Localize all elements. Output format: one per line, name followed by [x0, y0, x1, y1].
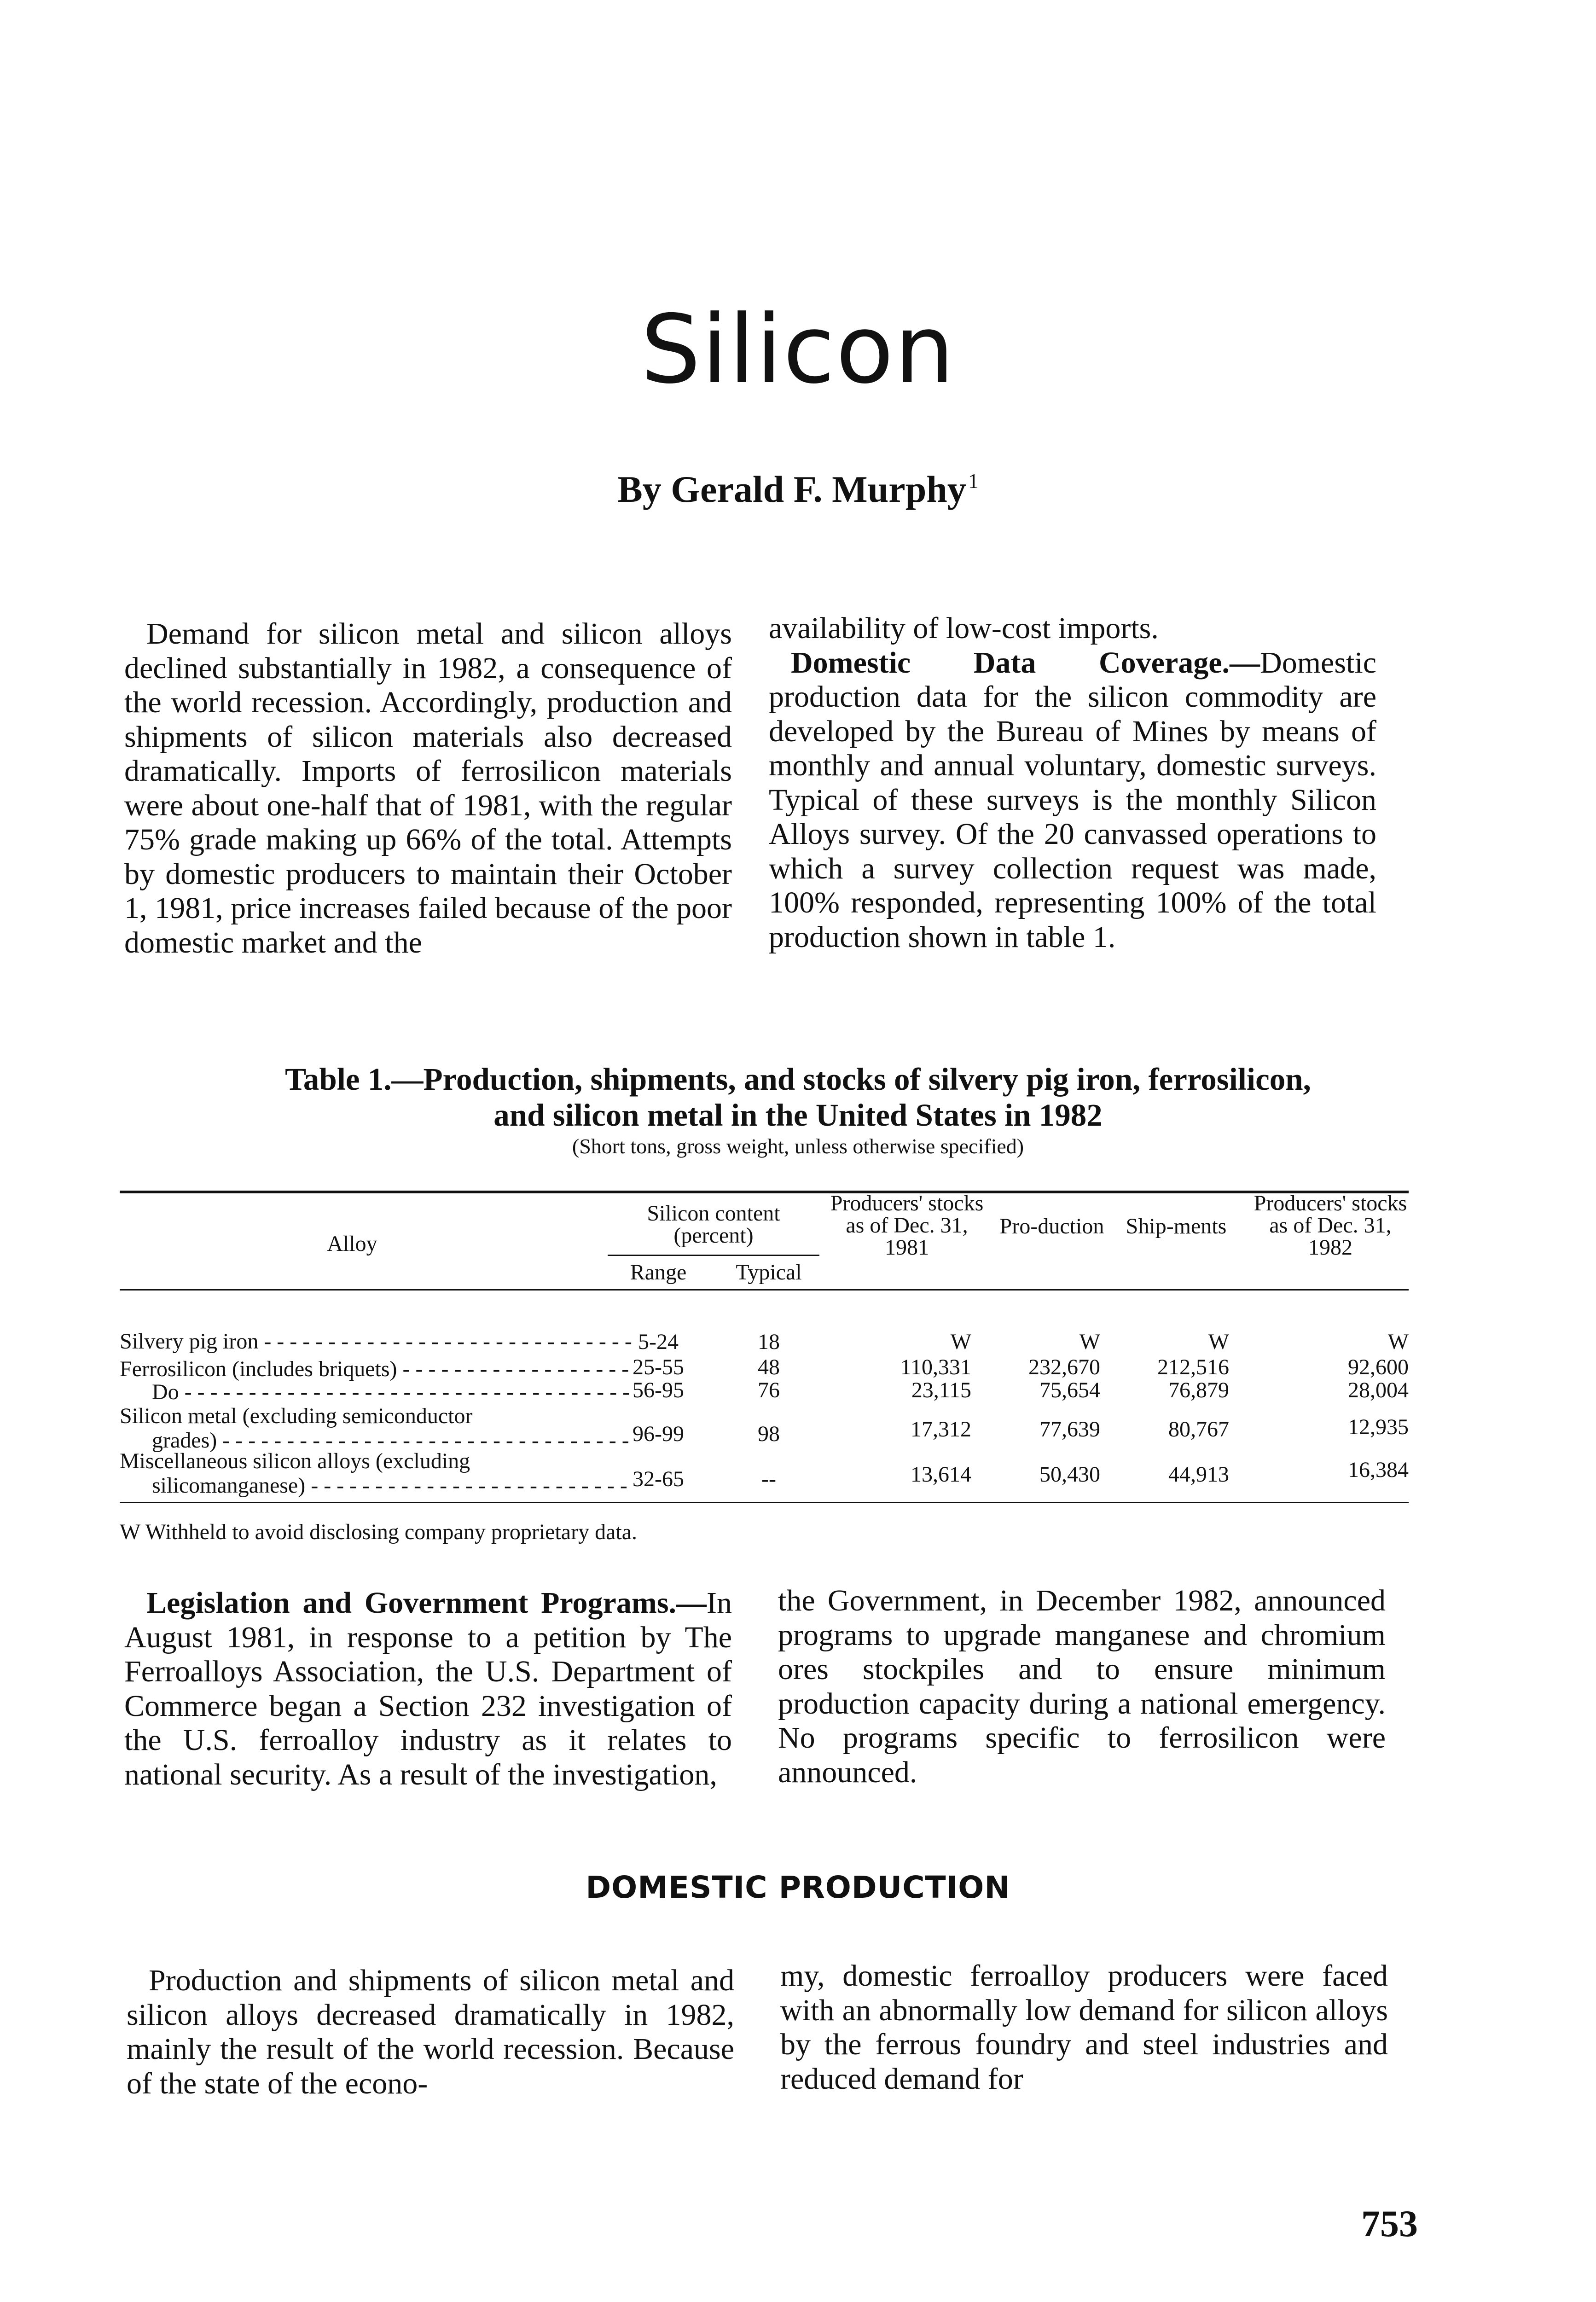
header-range: Range — [630, 1260, 687, 1285]
header-shipments: Ship-ments — [1126, 1214, 1227, 1238]
intro-continuation: availability of low-cost imports. — [769, 611, 1159, 645]
intro-paragraph: Demand for silicon metal and silicon alloys declined substantially in 1982, a consequence of the world recession. Accordingly, production and shipments of silicon materials also decreased dramatically. Imports of ferrosilicon materials were about one-half that of 1981, with the regular 75% grade making up 66% of the total. Attempts by domestic producers to maintain their October 1, 1981, price increases failed because of the poor domestic market and the — [124, 617, 732, 959]
domestic-continuation: my, domestic ferroalloy producers were faced with an abnormally low demand for silicon alloys by the ferrous foundry and steel industries and reduced demand for — [780, 1959, 1388, 2096]
row-alloy-label: Do — [152, 1380, 179, 1404]
author-byline — [0, 456, 1596, 515]
row-alloy-line-2: grades) - - - - - - - - - - - - - - - - - - - - - - - - - - - - - - - - — [152, 1428, 629, 1453]
cell-stocks-1981: W — [950, 1330, 971, 1354]
cell-shipments: 44,913 — [1168, 1462, 1229, 1487]
header-typical: Typical — [736, 1260, 802, 1285]
cell-production: W — [1079, 1330, 1100, 1354]
cell-typical: 76 — [758, 1378, 780, 1402]
table-title-line-1: Table 1.—Production, shipments, and stocks of silvery pig iron, ferrosilicon, — [285, 1062, 1311, 1097]
row-alloy: Do - - - - - - - - - - - - - - - - - - - - - - - - - - - - - - - - - - - — [152, 1380, 630, 1404]
row-alloy-line-2: silicomanganese) - - - - - - - - - - - - - - - - - - - - - - - - - — [152, 1473, 627, 1498]
cell-stocks-1982: 12,935 — [1348, 1415, 1409, 1439]
cell-range: 25-55 — [633, 1355, 684, 1379]
cell-shipments: 76,879 — [1168, 1378, 1229, 1402]
silicon-content-rule — [608, 1255, 819, 1256]
page-number: 753 — [1361, 2203, 1418, 2244]
header-stocks-1981: Producers' stocks as of Dec. 31, 1981 — [830, 1191, 984, 1260]
cell-typical: 18 — [758, 1330, 780, 1354]
cell-production: 50,430 — [1039, 1462, 1100, 1487]
data-coverage-heading: Domestic Data Coverage.— — [791, 645, 1260, 680]
data-coverage-text: Domestic production data for the silicon commodity are developed by the Bureau of Mines by means of monthly and annual voluntary, domestic surveys. Typical of these surveys is the monthly Silicon Alloys survey. Of the 20 canvassed operations to which a survey collection request was made, 100% responded, representing 100% of the total production shown in table 1. — [769, 645, 1376, 954]
row-alloy-label: silicomanganese) — [152, 1473, 306, 1498]
cell-production: 77,639 — [1039, 1417, 1100, 1442]
cell-typical: 98 — [758, 1422, 780, 1446]
row-alloy: Silvery pig iron - - - - - - - - - - - - - - - - - - - - - - - - - - - - - — [120, 1329, 632, 1354]
header-alloy: Alloy — [327, 1232, 377, 1256]
cell-stocks-1982: W — [1387, 1330, 1409, 1354]
table-bottom-rule — [120, 1502, 1409, 1503]
row-alloy-line-1: Miscellaneous silicon alloys (excluding — [120, 1449, 470, 1473]
cell-range: 56-95 — [633, 1378, 684, 1402]
cell-stocks-1981: 23,115 — [911, 1378, 971, 1402]
table-header-rule — [120, 1289, 1409, 1291]
legislation-right-column — [778, 1584, 1386, 1790]
intro-left-column — [124, 617, 732, 960]
table-title — [138, 1061, 1458, 1133]
legislation-left-column — [124, 1586, 732, 1792]
table-title-line-2: and silicon metal in the United States in 1982 — [493, 1098, 1103, 1133]
legislation-text: In August 1981, in response to a petition by The Ferroalloys Association, the U.S. Department of Commerce began a Section 232 investigation of the U.S. ferroalloy industry as it relates to national security. As a result of the investigation, — [124, 1586, 732, 1791]
cell-typical: -- — [761, 1467, 776, 1491]
row-alloy-label: grades) — [152, 1428, 217, 1453]
header-stocks-1982: Producers' stocks as of Dec. 31, 1982 — [1254, 1191, 1407, 1260]
domestic-right-column — [780, 1959, 1388, 2096]
header-silicon-content: Silicon content (percent) — [647, 1201, 780, 1248]
cell-typical: 48 — [758, 1355, 780, 1379]
row-alloy-label: Silvery pig iron — [120, 1329, 259, 1354]
cell-shipments: 212,516 — [1157, 1355, 1229, 1379]
row-alloy: Ferrosilicon (includes briquets) - - - - - - - - - - - - - - - - - - — [120, 1357, 629, 1381]
legislation-continuation: the Government, in December 1982, announced programs to upgrade manganese and chromium ores stockpiles and to ensure minimum production capacity during a national emergency. No programs specific to ferrosilicon were announced. — [778, 1584, 1386, 1789]
data-coverage-paragraph — [769, 646, 1376, 955]
cell-stocks-1982: 28,004 — [1348, 1378, 1409, 1402]
cell-stocks-1982: 92,600 — [1348, 1355, 1409, 1379]
domestic-left-column — [127, 1964, 734, 2101]
cell-range: 32-65 — [633, 1467, 684, 1491]
section-heading: DOMESTIC PRODUCTION — [586, 1870, 1010, 1905]
cell-stocks-1982: 16,384 — [1348, 1458, 1409, 1482]
cell-range: 5-24 — [638, 1330, 679, 1354]
domestic-paragraph: Production and shipments of silicon metal and silicon alloys decreased dramatically in 1982, mainly the result of the world recession. Because of the state of the econo- — [127, 1964, 734, 2100]
legislation-paragraph — [124, 1586, 732, 1792]
row-alloy-line-1: Silicon metal (excluding semiconductor — [120, 1404, 473, 1428]
header-production: Pro-duction — [999, 1214, 1104, 1238]
cell-production: 75,654 — [1039, 1378, 1100, 1402]
cell-stocks-1981: 17,312 — [911, 1417, 971, 1442]
legislation-heading: Legislation and Government Programs.— — [146, 1586, 707, 1620]
table-footnote: W Withheld to avoid disclosing company proprietary data. — [120, 1520, 638, 1544]
cell-shipments: 80,767 — [1168, 1417, 1229, 1442]
cell-production: 232,670 — [1028, 1355, 1100, 1379]
page-title: Silicon — [640, 295, 956, 405]
row-alloy-label: Ferrosilicon (includes briquets) — [120, 1357, 397, 1381]
table-top-rule — [120, 1191, 1409, 1193]
cell-shipments: W — [1208, 1330, 1229, 1354]
author-footnote-marker: 1 — [968, 469, 979, 493]
intro-right-column — [769, 611, 1376, 954]
table-subtitle: (Short tons, gross weight, unless otherwise specified) — [572, 1134, 1024, 1158]
author-name: By Gerald F. Murphy — [617, 468, 966, 510]
cell-stocks-1981: 13,614 — [911, 1462, 971, 1487]
cell-stocks-1981: 110,331 — [900, 1355, 971, 1379]
cell-range: 96-99 — [633, 1422, 684, 1446]
